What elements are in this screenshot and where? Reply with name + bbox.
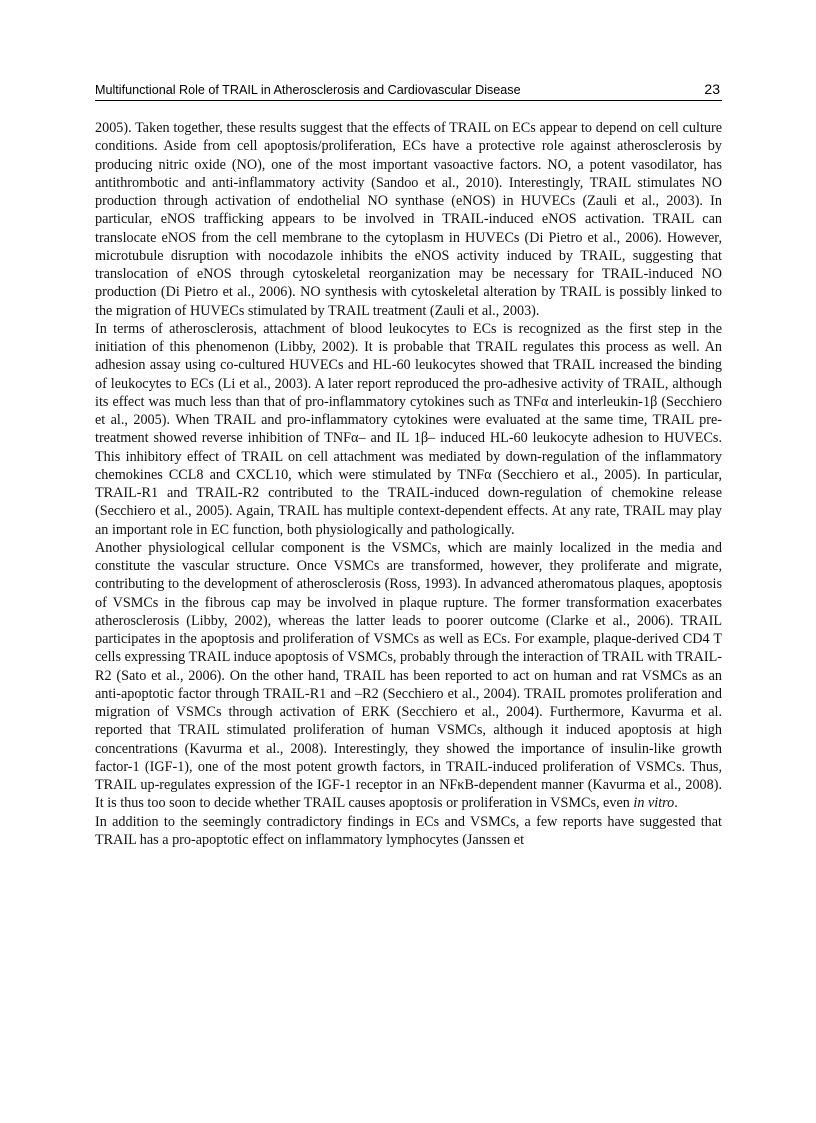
- paragraph-lymphocytes: In addition to the seemingly contradictory findings in ECs and VSMCs, a few reports have suggested that TRAIL has a pro-apoptotic effect on inflammatory lymphocytes (Janssen et: [95, 813, 722, 848]
- in-vitro-italic: in vitro: [633, 795, 675, 812]
- paragraph-leukocyte-adhesion: In terms of atherosclerosis, attachment of blood leukocytes to ECs is recognized as the first step in the initiation of this phenomenon (Libby, 2002). It is probable that TRAIL regulates this process as well. An adhesion assay using co-cultured HUVECs and HL-60 leukocytes showed that TRAIL increased the binding of leukocytes to ECs (Li et al., 2003). A later report reproduced the pro-adhesive activity of TRAIL, although its effect was much less than that of pro-inflammatory cytokines such as TNFα and interleukin-1β (Secchiero et al., 2005). When TRAIL and pro-inflammatory cytokines were evaluated at the same time, TRAIL pre-treatment showed reverse inhibition of TNFα– and IL 1β– induced HL-60 leukocyte adhesion to HUVECs. This inhibitory effect of TRAIL on cell attachment was mediated by down-regulation of the inflammatory chemokines CCL8 and CXCL10, which were stimulated by TNFα (Secchiero et al., 2005). In particular, TRAIL-R1 and TRAIL-R2 contributed to the TRAIL-induced down-regulation of chemokine release (Secchiero et al., 2005). Again, TRAIL has multiple context-dependent effects. At any rate, TRAIL may play an important role in EC function, both physiologically and pathologically.: [95, 320, 722, 538]
- paragraph-vsmcs-end: .: [674, 795, 678, 812]
- paragraph-trail-ecs-no: 2005). Taken together, these results suggest that the effects of TRAIL on ECs appear to depend on cell culture conditions. Aside from cell apoptosis/proliferation, ECs have a protective role against atherosclerosis by producing nitric oxide (NO), one of the most important vasoactive factors. NO, a potent vasodilator, has antithrombotic and anti-inflammatory activity (Sandoo et al., 2010). Interestingly, TRAIL stimulates NO production through activation of endothelial NO synthase (eNOS) in HUVECs (Zauli et al., 2003). In particular, eNOS trafficking appears to be involved in TRAIL-induced eNOS activation. TRAIL can translocate eNOS from the cell membrane to the cytoplasm in HUVECs (Di Pietro et al., 2006). However, microtubule disruption with nocodazole inhibits the eNOS activity induced by TRAIL, suggesting that translocation of eNOS through cytoskeletal reorganization may be necessary for TRAIL-induced NO production (Di Pietro et al., 2006). NO synthesis with cytoskeletal alteration by TRAIL is possibly linked to the migration of HUVECs stimulated by TRAIL treatment (Zauli et al., 2003).: [95, 120, 722, 319]
- paragraph-vsmcs: [95, 539, 722, 813]
- body-text: [95, 119, 722, 849]
- running-header-title: Multifunctional Role of TRAIL in Atherosclerosis and Cardiovascular Disease: [95, 83, 521, 97]
- page-number: 23: [704, 81, 720, 97]
- paragraph-vsmcs-text: Another physiological cellular component is the VSMCs, which are mainly localized in the media and constitute the vascular structure. Once VSMCs are transformed, however, they proliferate and migrate, contributing to the development of atherosclerosis (Ross, 1993). In advanced atheromatous plaques, apoptosis of VSMCs in the fibrous cap may be involved in plaque rupture. The former transformation exacerbates atherosclerosis (Libby, 2002), whereas the latter leads to poorer outcome (Clarke et al., 2006). TRAIL participates in the apoptosis and proliferation of VSMCs as well as ECs. For example, plaque-derived CD4 T cells expressing TRAIL induce apoptosis of VSMCs, probably through the interaction of TRAIL with TRAIL-R2 (Sato et al., 2006). On the other hand, TRAIL has been reported to act on human and rat VSMCs as an anti-apoptotic factor through TRAIL-R1 and –R2 (Secchiero et al., 2004). TRAIL promotes proliferation and migration of VSMCs through activation of ERK (Secchiero et al., 2004). Furthermore, Kavurma et al. reported that TRAIL stimulated proliferation of human VSMCs, although it induced apoptosis at high concentrations (Kavurma et al., 2008). Interestingly, they showed the importance of insulin-like growth factor-1 (IGF-1), one of the most potent growth factors, in TRAIL-induced proliferation of VSMCs. Thus, TRAIL up-regulates expression of the IGF-1 receptor in an NFκB-dependent manner (Kavurma et al., 2008). It is thus too soon to decide whether TRAIL causes apoptosis or proliferation in VSMCs, even: [95, 539, 722, 812]
- running-header: [95, 78, 722, 101]
